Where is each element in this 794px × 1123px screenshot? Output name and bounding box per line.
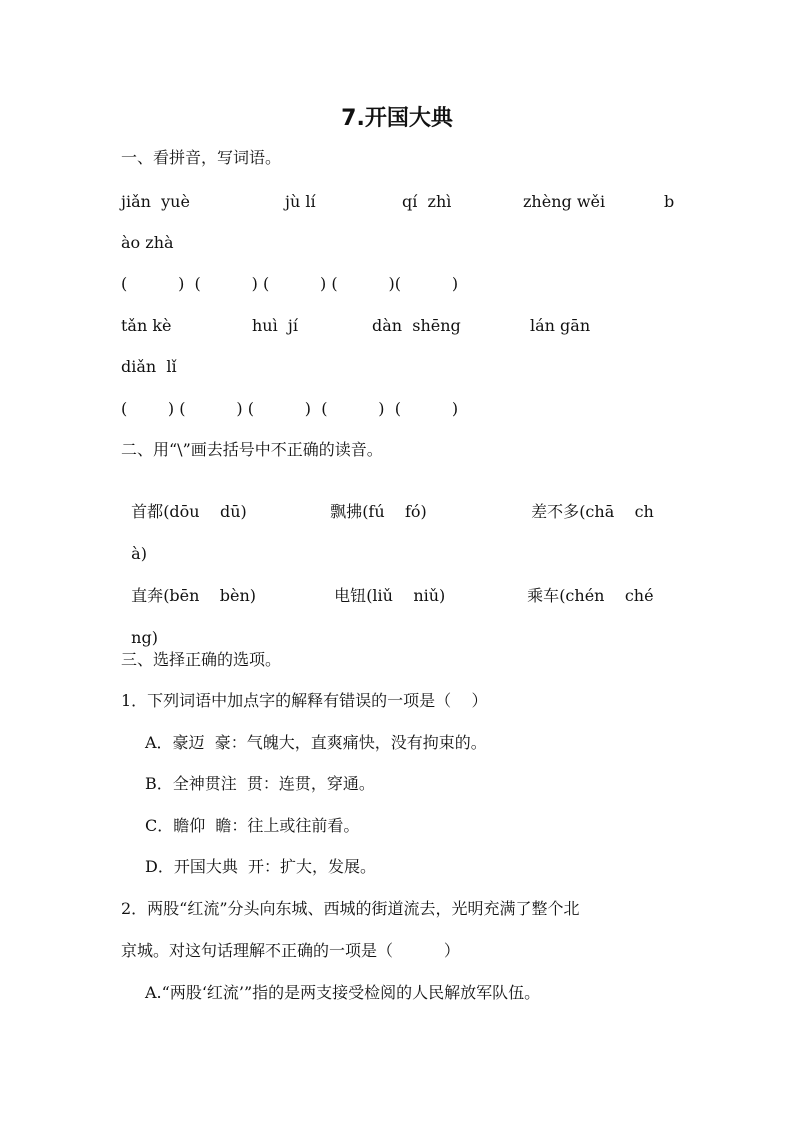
pinyin-1-wrap: ào zhà bbox=[121, 233, 174, 252]
question-2-stem-line2: 京城。对这句话理解不正确的一项是（ ） bbox=[121, 941, 460, 960]
word-item bbox=[121, 482, 247, 522]
section3-heading: 三、选择正确的选项。 bbox=[121, 650, 282, 669]
pinyin-2-4: lán gān bbox=[530, 316, 591, 335]
question-1-option-d[interactable]: D．开国大典 开：扩大，发展。 bbox=[145, 857, 377, 876]
pinyin-options[interactable]: à) bbox=[131, 544, 147, 563]
answer-brackets-row1[interactable]: ( ) ( ) ( ) ( )( ) bbox=[121, 274, 459, 293]
section1-heading: 一、看拼音，写词语。 bbox=[121, 148, 282, 167]
pinyin-2-wrap: diǎn lǐ bbox=[121, 357, 177, 376]
pinyin-2-2: huì jí bbox=[252, 316, 298, 335]
word: 乘车 bbox=[527, 586, 560, 605]
question-1-option-c[interactable]: C．瞻仰 瞻：往上或往前看。 bbox=[145, 816, 360, 835]
word: 直奔 bbox=[131, 586, 164, 605]
pinyin-options[interactable]: (bēn bèn) bbox=[163, 586, 257, 605]
word-item-wrap bbox=[121, 524, 147, 564]
question-2-option-a[interactable]: A.“两股‘红流’”指的是两支接受检阅的人民解放军队伍。 bbox=[145, 983, 541, 1002]
pinyin-2-1: tǎn kè bbox=[121, 316, 172, 335]
pinyin-1-1: jiǎn yuè bbox=[121, 192, 190, 211]
word-item-wrap bbox=[121, 608, 158, 648]
pinyin-1-3: qí zhì bbox=[402, 192, 452, 211]
answer-brackets-row2[interactable]: ( ) ( ) ( ) ( ) ( ) bbox=[121, 399, 459, 418]
word: 飘拂 bbox=[330, 502, 363, 521]
pinyin-options[interactable]: (chén ché bbox=[559, 586, 654, 605]
pinyin-1-2: jù lí bbox=[285, 192, 316, 211]
word: 首都 bbox=[131, 502, 164, 521]
pinyin-options[interactable]: ng) bbox=[131, 628, 158, 647]
pinyin-options[interactable]: (liǔ niǔ) bbox=[366, 586, 446, 605]
section2-heading: 二、用“\”画去括号中不正确的读音。 bbox=[121, 440, 383, 459]
word-item bbox=[517, 566, 654, 606]
word-item bbox=[320, 482, 427, 522]
word-item bbox=[521, 482, 654, 522]
question-1-stem: 1．下列词语中加点字的解释有错误的一项是（ ） bbox=[121, 691, 488, 710]
question-1-option-a[interactable]: A．豪迈 豪：气魄大，直爽痛快，没有拘束的。 bbox=[145, 733, 487, 752]
word-item bbox=[324, 566, 445, 606]
page-title: 7.开国大典 bbox=[341, 106, 453, 131]
word: 差不多 bbox=[531, 502, 580, 521]
pinyin-1-5: b bbox=[664, 192, 675, 211]
word-item bbox=[121, 566, 256, 606]
pinyin-options[interactable]: (chā ch bbox=[579, 502, 654, 521]
question-2-stem-line1: 2．两股“红流”分头向东城、西城的街道流去，光明充满了整个北 bbox=[121, 899, 580, 918]
question-1-option-b[interactable]: B．全神贯注 贯：连贯，穿通。 bbox=[145, 774, 375, 793]
pinyin-options[interactable]: (fú fó) bbox=[362, 502, 427, 521]
pinyin-1-4: zhèng wěi bbox=[523, 192, 606, 211]
pinyin-2-3: dàn shēng bbox=[372, 316, 461, 335]
word: 电钮 bbox=[334, 586, 367, 605]
pinyin-options[interactable]: (dōu dū) bbox=[163, 502, 247, 521]
